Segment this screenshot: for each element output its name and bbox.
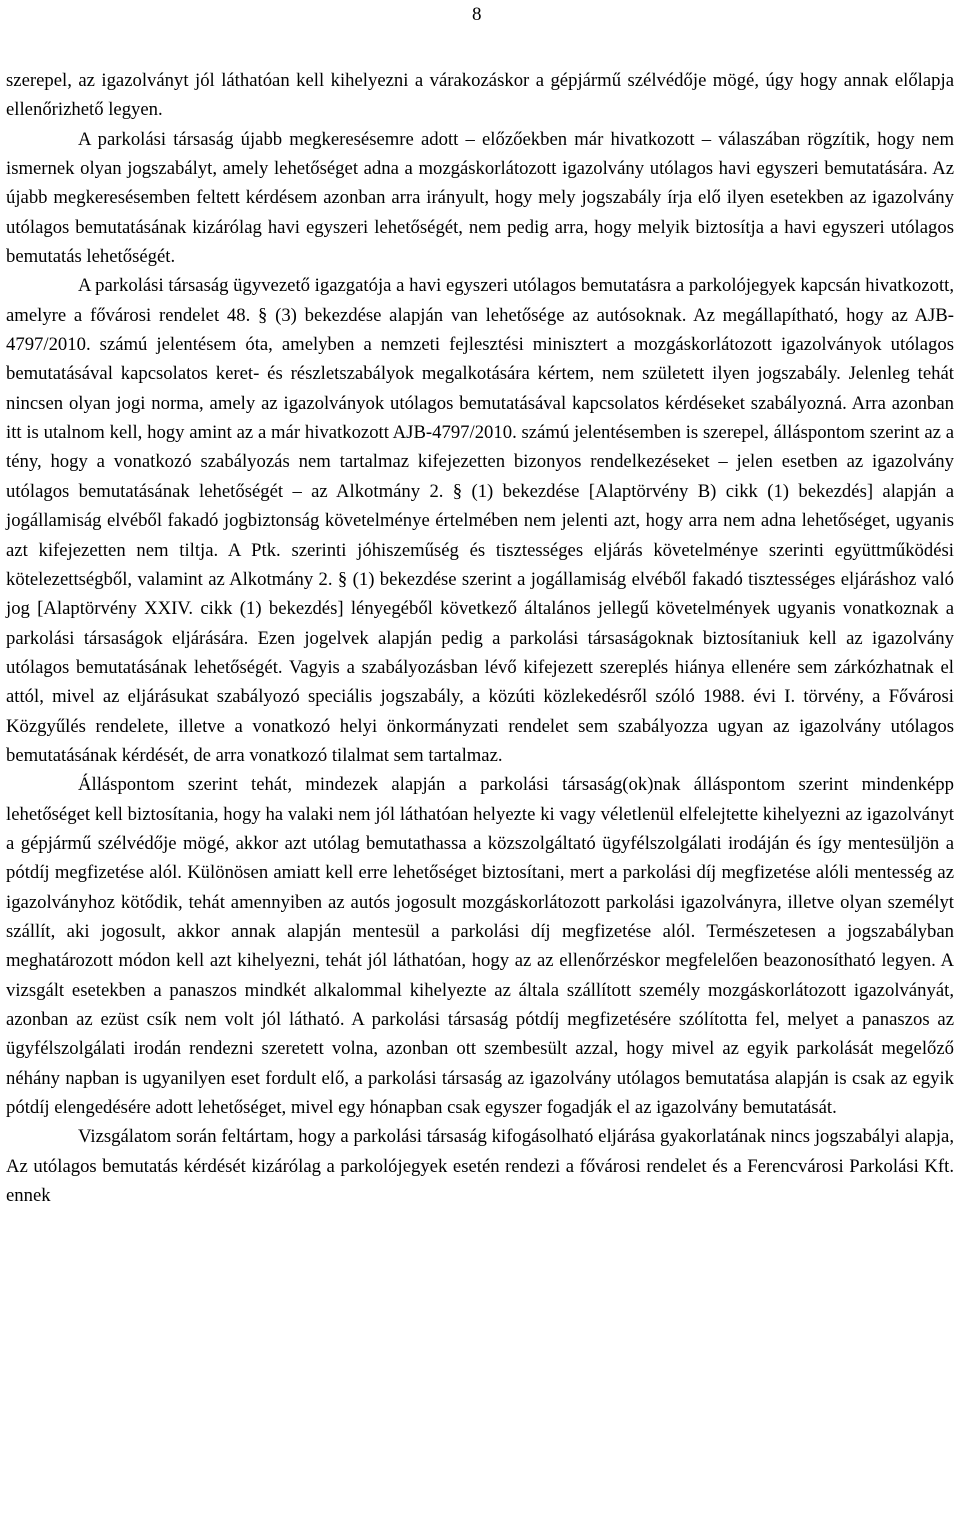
document-body (6, 66, 954, 1210)
page-number: 8 (472, 4, 482, 25)
paragraph-3: A parkolási társaság ügyvezető igazgatója a havi egyszeri utólagos bemutatásra a parkolójegyek kapcsán hivatkozott, amelyre a fővárosi rendelet 48. § (3) bekezdése alapján van lehetősége az autósoknak. Az megállapítható, hogy az AJB-4797/2010. számú jelentésem óta, amelyben a nemzeti fejlesztési minisztert a mozgáskorlátozott igazolványok utólagos bemutatásával kapcsolatos keret- és részletszabályok megalkotására kértem, nem született ilyen jogszabály. Jelenleg tehát nincsen olyan jogi norma, amely az igazolványok utólagos bemutatásával kapcsolatos kérdéseket szabályozná. Arra azonban itt is utalnom kell, hogy amint az a már hivatkozott AJB-4797/2010. számú jelentésemben is szerepel, álláspontom szerint az a tény, hogy a vonatkozó szabályozás nem tartalmaz kifejezetten bizonyos rendelkezéseket – jelen esetben az igazolvány utólagos bemutatásának lehetőségét – az Alkotmány 2. § (1) bekezdése [Alaptörvény B) cikk (1) bekezdés] alapján a jogállamiság elvéből fakadó jogbiztonság követelménye értelmében nem jelenti azt, hogy arra nem adna lehetőséget, ugyanis azt kifejezetten nem tiltja. A Ptk. szerinti jóhiszeműség és tisztességes eljárás követelménye szerinti együttműködési kötelezettségből, valamint az Alkotmány 2. § (1) bekezdése szerint a jogállamiság elvéből fakadó tisztességes eljáráshoz való jog [Alaptörvény XXIV. cikk (1) bekezdés] lényegéből következő általános jellegű követelmények ugyanis vonatkoznak a parkolási társaságok eljárására. Ezen jogelvek alapján pedig a parkolási társaságoknak biztosítaniuk kell az igazolvány utólagos bemutatásának lehetőségét. Vagyis a szabályozásban lévő kifejezett szereplés hiánya ellenére sem zárkózhatnak el attól, mivel az eljárásukat szabályozó speciális jogszabály, a közúti közlekedésről szóló 1988. évi I. törvény, a Fővárosi Közgyűlés rendelete, illetve a vonatkozó helyi önkormányzati rendelet sem szabályozza ugyan az igazolvány utólagos bemutatásának kérdését, de arra vonatkozó tilalmat sem tartalmaz. (6, 275, 954, 766)
paragraph-5: Vizsgálatom során feltártam, hogy a parkolási társaság kifogásolható eljárása gyakorlatának nincs jogszabályi alapja, Az utólagos bemutatás kérdését kizárólag a parkolójegyek esetén rendezi a fővárosi rendelet és a Ferencvárosi Parkolási Kft. ennek (6, 1126, 954, 1207)
paragraph-1: szerepel, az igazolványt jól láthatóan kell kihelyezni a várakozáskor a gépjármű szélvédője mögé, úgy hogy annak előlapja ellenőrizhető legyen. (6, 70, 954, 121)
paragraph-4: Álláspontom szerint tehát, mindezek alapján a parkolási társaság(ok)nak álláspontom szerint mindenképp lehetőséget kell biztosítania, hogy ha valaki nem jól láthatóan helyezte ki vagy véletlenül elfelejtette kihelyezni az igazolványt a gépjármű szélvédője mögé, akkor azt utólag bemutathassa a közszolgáltató ügyfélszolgálati irodáján és így mentesüljön a pótdíj megfizetése alól. Különösen amiatt kell erre lehetőséget biztosítani, mert a parkolási díj megfizetése alóli mentesség az igazolványhoz kötődik, tehát amennyiben az autós jogosult mozgáskorlátozott parkolási igazolványra, illetve olyan személyt szállít, aki jogosult, akkor annak alapján mentesül a parkolási díj megfizetése alól. Természetesen a jogszabályban meghatározott módon kell azt kihelyezni, tehát jól láthatóan, hogy az az ellenőrzéskor megfelelően beazonosítható legyen. A vizsgált esetekben a panaszos mindkét alkalommal kihelyezte az általa szállított személy mozgáskorlátozott igazolványát, azonban az ezüst csík nem volt jól látható. A parkolási társaság pótdíj megfizetésére szólította fel, melyet a panaszos az ügyfélszolgálati irodán rendezni szeretett volna, azonban ott szembesült azzal, hogy mivel az egyik parkolását megelőző néhány napban is ugyanilyen eset fordult elő, a parkolási társaság az igazolvány utólagos bemutatása alapján is csak az egyik pótdíj elengedésére adott lehetőséget, mivel egy hónapban csak egyszer fogadják el az igazolvány bemutatását. (6, 774, 954, 1119)
paragraph-2: A parkolási társaság újabb megkeresésemre adott – előzőekben már hivatkozott – válaszában rögzítik, hogy nem ismernek olyan jogszabályt, amely lehetőséget adna a mozgáskorlátozott igazolvány utólagos havi egyszeri bemutatására. Az újabb megkeresésemben feltett kérdésem azonban arra irányult, hogy mely jogszabály írja elő ilyen esetekben az igazolvány utólagos bemutatásának kizárólag havi egyszeri lehetőségét, nem pedig arra, hogy melyik biztosítja a havi egyszeri utólagos bemutatás lehetőségét. (6, 128, 954, 268)
